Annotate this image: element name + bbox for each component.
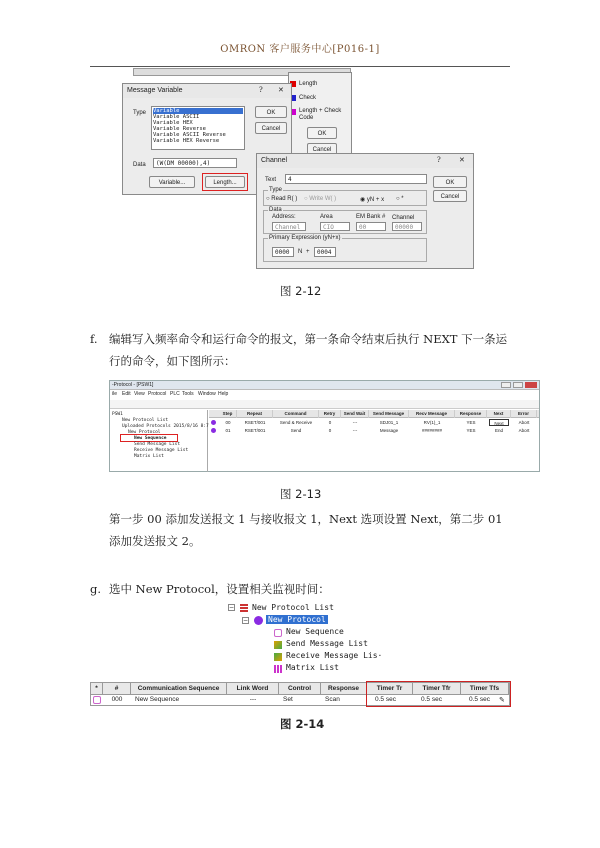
radio-write-label: Write W( ): [309, 196, 337, 202]
tree-new-sequence[interactable]: New Sequence: [286, 627, 344, 636]
cell-response: YES: [466, 420, 476, 425]
col-timer-tfr: Timer Tfr: [413, 683, 461, 695]
menu-bar: [110, 391, 539, 399]
area-select[interactable]: CIO: [320, 222, 350, 231]
side-button-panel: [288, 72, 352, 160]
menu-window[interactable]: Window: [198, 391, 216, 397]
col-error: Error: [511, 410, 537, 418]
menu-help[interactable]: Help: [218, 391, 229, 397]
fig13-caption: 图 2-13: [280, 487, 322, 501]
type-group: [263, 187, 427, 206]
protocol-title: -Protocol - [PSW1]: [112, 382, 154, 388]
type-group-label: Type: [269, 187, 283, 193]
primary-expression-label: Primary Expression (yN+x): [269, 235, 341, 241]
menu-plc[interactable]: PLC: [170, 391, 180, 397]
length-button[interactable]: Length...: [205, 176, 245, 188]
expr-n: N: [298, 249, 303, 255]
address-label: Address:: [272, 214, 296, 220]
cell-recv-message: RV(1)_1: [423, 420, 441, 425]
cell-command: Send: [290, 428, 302, 433]
cell-link-word: ---: [249, 696, 257, 703]
cell-command: Send & Receive: [279, 420, 313, 425]
msgvar-cancel-button[interactable]: Cancel: [255, 122, 287, 134]
section-f-text: 编辑写入频率命令和运行命令的报文，第一条命令结束后执行 NEXT 下一条运行的命令，如下图所示：: [109, 332, 508, 368]
sequence-highlight: [120, 434, 178, 442]
cell-next-select[interactable]: Next: [489, 419, 509, 426]
data-field[interactable]: (W(DM 00000),4): [153, 158, 237, 168]
cell-repeat: RSET/001: [244, 428, 266, 433]
cell-send-message: Message: [379, 428, 399, 433]
col-communication-sequence: Communication Sequence: [131, 683, 227, 695]
channel-title: Channel: [261, 157, 288, 164]
tree-new-protocol[interactable]: New Protocol: [268, 615, 326, 624]
type-option[interactable]: Variable Reverse: [153, 126, 206, 132]
expr-x-field[interactable]: 0004: [314, 247, 336, 257]
cell-next[interactable]: End: [494, 428, 503, 433]
cell-send-wait: ---: [352, 420, 358, 425]
text-label: Text: [265, 177, 277, 183]
tree-panel: [110, 410, 208, 472]
expr-plus: +: [306, 249, 310, 255]
close-icon[interactable]: [525, 382, 537, 388]
matrix-icon: [274, 665, 282, 673]
list-icon: [240, 604, 248, 612]
col-send-wait: Send Wait: [341, 410, 369, 418]
radio-read-label: Read R( ): [271, 196, 298, 202]
section-f-marker: f.: [90, 332, 98, 346]
variable-button[interactable]: Variable...: [149, 176, 195, 188]
side-cancel-button[interactable]: Cancel: [307, 143, 337, 155]
col-star: *: [91, 683, 103, 695]
type-list[interactable]: [151, 106, 245, 150]
maximize-icon[interactable]: [513, 382, 523, 388]
cell-error: Abort: [518, 428, 530, 433]
radio-write[interactable]: ○ Write W( ): [304, 196, 337, 202]
address-select[interactable]: Channel: [272, 222, 306, 231]
menu-edit[interactable]: Edit: [122, 391, 131, 397]
protocol-titlebar: [110, 381, 539, 390]
row-icon: [211, 428, 216, 433]
protocol-window: [109, 380, 540, 472]
tree-root[interactable]: PSW1: [112, 412, 123, 417]
cell-retry: 0: [328, 420, 332, 425]
em-bank-label: EM Bank #: [356, 214, 386, 220]
fig14-caption: 图 2-14: [280, 717, 325, 731]
type-option[interactable]: Variable ASCII: [153, 114, 200, 120]
protocol-tree: [228, 602, 388, 680]
type-option[interactable]: Variable: [153, 108, 243, 114]
channel-ok-button[interactable]: OK: [433, 176, 467, 188]
em-bank-field[interactable]: 00: [356, 222, 386, 231]
menu-file[interactable]: ile: [112, 391, 118, 397]
tree-matrix-list[interactable]: Matrix List: [286, 663, 339, 672]
step-grid: [209, 410, 539, 472]
length-check-option[interactable]: Length + Check Code: [299, 108, 342, 121]
radio-yn[interactable]: ◉ yN + x: [360, 197, 385, 203]
col-command: Command: [273, 410, 319, 418]
col-recv-message: Recv Message: [409, 410, 455, 418]
tree-receive-message-list[interactable]: Receive Message Lis·: [286, 651, 383, 660]
cell-recv-message: ########: [421, 428, 443, 433]
tree-uploaded-protocols[interactable]: Uploaded Protocols 2015/8/16 8:7: [122, 424, 209, 429]
col-repeat: Repeat: [237, 410, 273, 418]
text-field[interactable]: 4: [285, 174, 427, 184]
radio-read[interactable]: ○ Read R( ): [266, 196, 298, 202]
col-send-message: Send Message: [369, 410, 409, 418]
send-message-icon: [274, 641, 282, 649]
cell-timer-tr[interactable]: 0.5 sec: [375, 696, 396, 703]
timers-highlight: [366, 681, 511, 707]
col-response: Response: [321, 683, 367, 695]
section-g-text: 选中 New Protocol，设置相关监视时间：: [109, 582, 330, 596]
area-label: Area: [320, 214, 333, 220]
minimize-icon[interactable]: [501, 382, 511, 388]
expander-icon[interactable]: −: [229, 604, 235, 611]
channel-cancel-button[interactable]: Cancel: [433, 190, 467, 202]
tree-send-message-list[interactable]: Send Message List: [134, 442, 181, 447]
tree-receive-message-list[interactable]: Receive Message List: [134, 448, 189, 453]
toolbar: [110, 400, 539, 409]
cell-response: YES: [466, 428, 476, 433]
channel-dialog: [256, 153, 474, 269]
expr-y-field[interactable]: 0000: [272, 247, 294, 257]
cell-repeat: RSET/001: [244, 420, 266, 425]
tree-new-protocol-list[interactable]: New Protocol List: [252, 603, 334, 612]
table-row[interactable]: [209, 427, 539, 434]
section-g-marker: g.: [90, 582, 102, 596]
col-timer-tr: Timer Tr: [367, 683, 413, 695]
primary-expression-group: [263, 235, 427, 262]
col-retry: Retry: [319, 410, 341, 418]
cell-send-message: SDJ01_1: [379, 420, 399, 425]
radio-yn-label: yN + x: [366, 197, 385, 203]
tree-new-protocol-list[interactable]: New Protocol List: [122, 418, 169, 423]
menu-protocol[interactable]: Protocol: [148, 391, 167, 397]
col-number: #: [103, 683, 131, 695]
data-group: [263, 207, 427, 234]
tree-new-protocol[interactable]: New Protocol: [128, 430, 161, 435]
data-label: Data: [133, 162, 146, 168]
type-option[interactable]: Variable HEX: [153, 120, 193, 126]
type-option[interactable]: Variable ASCII Reverse: [153, 132, 226, 138]
col-link-word: Link Word: [227, 683, 279, 695]
col-step: Step: [219, 410, 237, 418]
col-timer-tfs: Timer Tfs: [461, 683, 509, 695]
row-icon: [211, 420, 216, 425]
dialog-title: Message Variable: [127, 87, 183, 94]
edit-icon[interactable]: ✎: [499, 696, 505, 704]
cell-retry: 0: [328, 428, 332, 433]
expander-icon[interactable]: −: [243, 617, 249, 624]
cell-timer-tfr[interactable]: 0.5 sec: [421, 696, 442, 703]
channel-field[interactable]: 00000: [392, 222, 422, 231]
radio-star[interactable]: ○ *: [396, 196, 404, 202]
cell-response[interactable]: Scan: [325, 696, 340, 703]
col-control: Control: [279, 683, 321, 695]
cell-number: 000: [111, 696, 123, 703]
msgvar-ok-button[interactable]: OK: [255, 106, 287, 118]
page-header: OMRON 客户服务中心[P016-1]: [220, 44, 380, 55]
radio-star-label: *: [401, 196, 404, 202]
cell-control[interactable]: Set: [283, 696, 293, 703]
row-sequence-icon: [93, 696, 101, 704]
cell-send-wait: ---: [352, 428, 358, 433]
type-option[interactable]: Variable HEX Reverse: [153, 138, 220, 144]
help-icon[interactable]: ?: [437, 156, 441, 164]
cell-error: Abort: [518, 420, 530, 425]
cell-step: 00: [225, 420, 231, 425]
fig13-description: 第一步 00 添加发送报文 1 与接收报文 1，Next 选项设置 Next，第二步 01 添加发送报文 2。: [109, 512, 503, 548]
tree-matrix-list[interactable]: Matrix List: [134, 454, 164, 459]
menu-tools[interactable]: Tools: [182, 391, 194, 397]
data-group-label: Data: [269, 207, 282, 213]
tree-new-sequence[interactable]: New Sequence: [134, 436, 167, 441]
length-highlight: [202, 173, 248, 191]
grid-header: [209, 410, 539, 418]
fig12-caption: 图 2-12: [280, 284, 322, 298]
help-icon[interactable]: ?: [259, 86, 263, 94]
col-response: Response: [455, 410, 487, 418]
col-next: Next: [487, 410, 511, 418]
receive-message-icon: [274, 653, 282, 661]
menu-view[interactable]: View: [134, 391, 145, 397]
cell-timer-tfs[interactable]: 0.5 sec: [469, 696, 490, 703]
header-rule: [90, 66, 510, 67]
table-row[interactable]: [209, 419, 539, 426]
message-variable-titlebar: [123, 84, 291, 98]
close-icon[interactable]: ✕: [459, 156, 465, 164]
channel-label: Channel: [392, 215, 415, 221]
sequence-icon: [274, 629, 282, 637]
protocol-icon: [254, 616, 263, 625]
length-option[interactable]: Length: [299, 81, 318, 87]
close-icon[interactable]: ✕: [278, 86, 284, 94]
cell-step: 01: [225, 428, 231, 433]
check-option[interactable]: Check: [299, 95, 317, 101]
side-ok-button[interactable]: OK: [307, 127, 337, 139]
type-label: Type: [133, 110, 147, 116]
tree-send-message-list[interactable]: Send Message List: [286, 639, 368, 648]
cell-communication-sequence[interactable]: New Sequence: [135, 696, 180, 703]
